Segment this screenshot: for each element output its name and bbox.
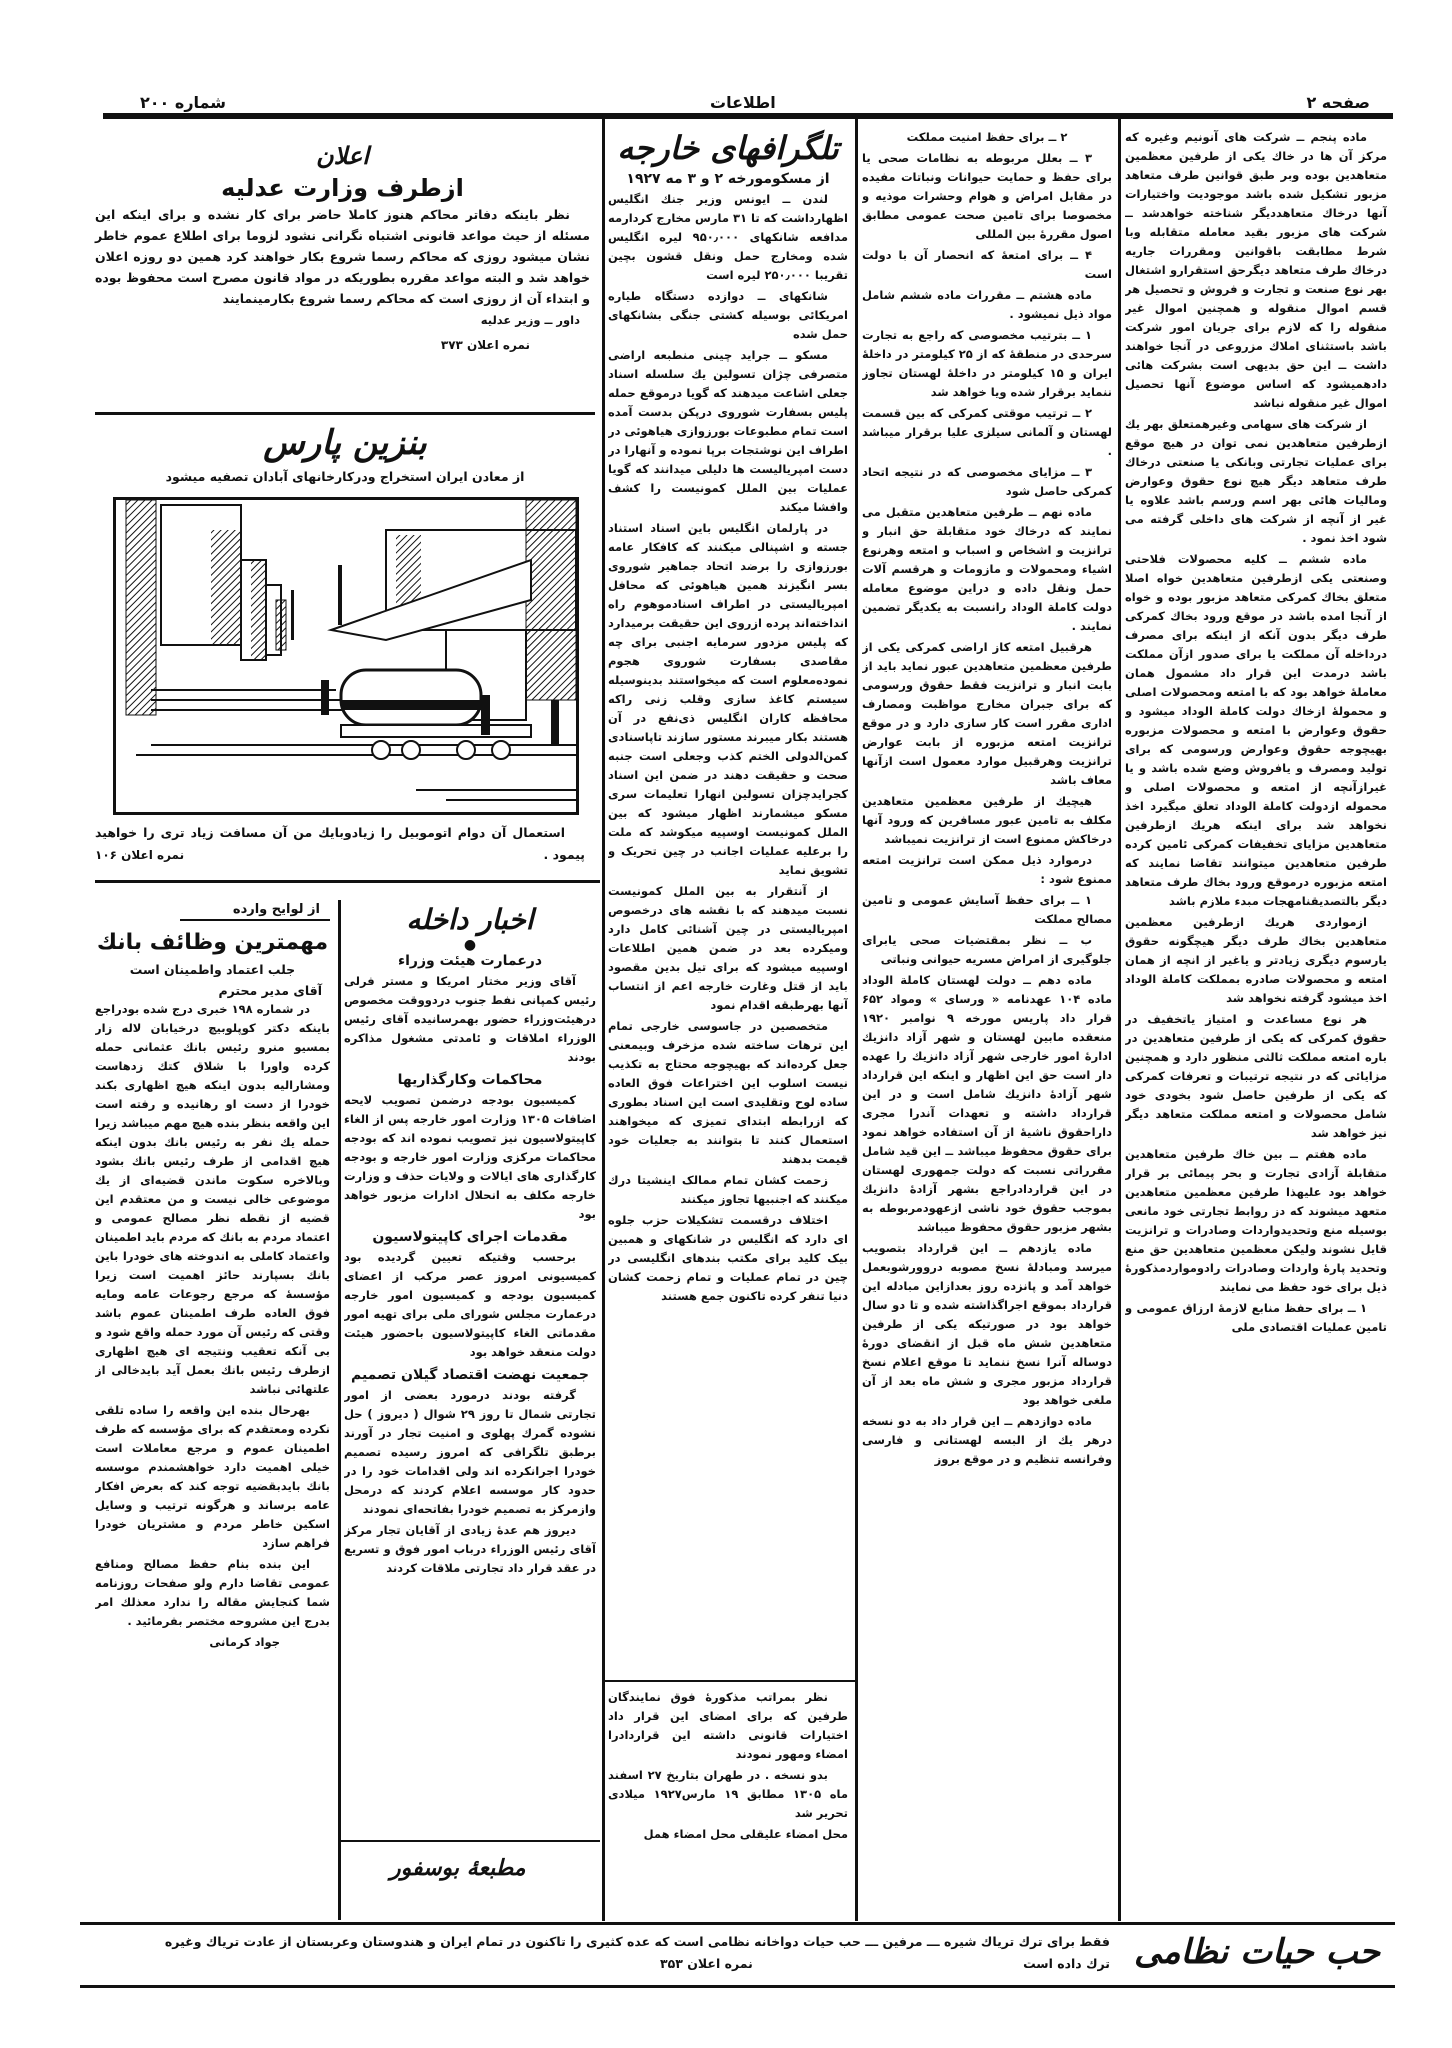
masthead-rule: [103, 113, 1393, 119]
ad-text: ترك داده است: [1023, 1956, 1110, 1971]
paragraph: اختلاف درقسمت تشکیلات حزب جلوه ای دارد که انگلیس در شانکهای و همبین بیک کلید برای مکتب بندهای انگلیسی در چین در تمام عملیات و تمام زحمت کشان دنیا تنفر کرده تاکنون جمع هستند: [608, 1213, 848, 1303]
paragraph: هر نوع مساعدت و امتیاز یاتخفیف در حقوق کمرکی که یکی از طرفین متعاهدین در باره امتعه مملکت ثالثی منظور دارد و همچنین مزایائی که در نتیجه ترتیبات و تعرفات کمرکی که یکی از طرفین حاصل شود بخودی خود شامل محصولات و امتعه مملکت متعاهد دیگر نیز خواهد شد: [1125, 1012, 1387, 1140]
ad-brand: حب حیات نظامی: [1134, 1932, 1380, 1972]
masthead: [100, 85, 1390, 115]
ad-number: نمره اعلان ۳۷۳: [440, 338, 530, 352]
ad-subtitle: از معادن ایران استخراج ودرکارخانهای آبادان تصفیه میشود: [165, 469, 525, 484]
paragraph: زحمت کشان تمام ممالک اینشیتا درك میکنند که اجنبیها تجاوز میکنند: [608, 1173, 848, 1206]
printer-mark: مطبعهٔ بوسفور: [390, 1855, 526, 1881]
paragraph: لندن ــ ایونس وزیر جنك انگلیس اظهارداشت که تا ۳۱ مارس مخارج کردارمه مدافعه شانکهای ۹۵۰٫۰۰۰ لیره انگلیس شده ومخارج حمل ونقل قشون بچین تقریبا ۲۵۰٫۰۰۰ لیره است: [608, 192, 848, 282]
paper-name: اطلاعات: [710, 93, 776, 112]
paragraph: ازمواردی هریك ازطرفین معظمین متعاهدین بخاك طرف دیگر هیچگونه حقوق یارسوم دیگری زیادتر و یاغیر از انچه از همان امتعه و محصولات صادره بمملکت کاملة الوداد اخذ میشود گرفته نخواهد شد: [1125, 915, 1387, 1005]
paragraph: هرقبیل امتعه کاز اراضی کمرکی یکی از طرفین معظمین متعاهدین عبور نماید باید از بابت انبار و ترانزیت فقط حقوق ورسومی که برای جبران مخارج مواظبت ومصارف اداری مقرر است کار سازی دارد و در موقع ترانزیت امتعه مزبوره از بابت عوارض ترانزیت وهرقبیل موارد معمول است ازآنها معاف باشد: [862, 640, 1112, 787]
ad-title: اعلان: [316, 141, 369, 170]
page-number: صفحه ۲: [1306, 93, 1370, 112]
section-title: تلگرافهای خارجه: [617, 129, 839, 167]
letter-salutation: آقای مدیر محترم: [218, 983, 322, 998]
ad-caption: استعمال آن دوام اتوموبیل را زیادوبایك من آن مسافت زیاد تری را خواهید پیمود .: [95, 825, 585, 862]
paragraph: ماده نهم ــ طرفین متعاهدین متقبل می نمایند که درخاك خود متقابلة حق انبار و ترانزیت و اشخاص و اسباب و امتعه وهرنوع اشیاء ومحمولات و مازومات و هرقسم آلات حمل ونقل داده و دراین موضوع معامله دولت کاملة الوداد رانسبت به یکدیگر تضمین نمایند .: [862, 505, 1112, 633]
issue-number: شماره ۲۰۰: [140, 93, 226, 112]
ad-text: فقط برای ترك تریاك شیره ـــ مرفین ـــ حب حیات دواخانه نظامی است که عده کثیری را تاکنون در تمام ایران و هندوستان وعربستان از عادت تریاك وغیره: [164, 1934, 1110, 1949]
section-rule: [605, 1680, 855, 1682]
ad-signature: داور ــ وزیر عدلیه: [480, 313, 580, 327]
paragraph: ب ــ نظر بمقتضیات صحی یابرای جلوگیری از امراض مسریه حیوانی ونباتی: [862, 933, 1112, 966]
treaty-column-1: [1125, 128, 1387, 1918]
paragraph: در پارلمان انگلیس باین اسناد استناد جسته و اشپنالی میکنند که کافکار عامه بورزوازی را برضد اتحاد جماهیر شوروی بسر انگیزند همین هیاهوئی که محافل امپریالیستی در اطراف اسنادموهوم راه انداخته‌اند پرده ازروی این حقیقت برمیدارد که پلیس مزدور سرمایه اجنبی برای چه مقاصدی بسفارت شوروی هجوم نموده‌معلوم است که میخواستند بدینوسیله سیستم کاغذ سازی وقلب زنی راکه محافظه کاران انگلیس ذی‌نفع در آن هستند بکار میبرند مستور سازند تاپاسنادی کمن‌الدولی الختم کذب وجعلی است جنبه صحت و حقیقت دهند در ضمن این اسناد کجرایدچزان تسولین انهارا تعلیمات سری مسکو میشمارند اظهار میشود که بین الملل کمونیست اوسپیه میکوشد که ملت را برعلیه عملیات اجانب در چین تحریک و تشویق نماید: [608, 521, 848, 877]
paragraph: هیچیك از طرفین معظمین متعاهدین مکلف به تامین عبور مسافرین که ورود آنها درخاکش ممنوع است از ترانزیت نمیباشد: [862, 794, 1112, 846]
paragraph: ۱ ــ برای حفظ منابع لازمهٔ ارزاق عمومی و تامین عملیات اقتصادی ملی: [1125, 1301, 1387, 1334]
ad-subtitle: ازطرف وزارت عدلیه: [221, 174, 464, 202]
paragraph: نظر بمراتب مذکورهٔ فوق نمایندگان طرفین که برای امضای این قرار داد اختیارات قانونی داشته این قراردادرا امضاء ومهور نمودند: [608, 1690, 848, 1761]
paragraph: ۳ ــ بعلل مربوطه به نظامات صحی یا برای حفظ و حمایت حیوانات ونباتات مفیده در مقابل امراض و هوام وحشرات موذیه و مخصوصا برای تامین صحت عمومی مطابق اصول مقررهٔ بین المللی: [862, 151, 1112, 241]
paragraph: متخصصین در جاسوسی خارجی تمام این ترهات ساخته شده مزخرف وبیمعنی جعل کرده‌اند که بهیچوجه محتاج به تکذیب نیست اسلوب این اختراعات فوق العاده ساده لوح وتقلیدی است این اسناد بطوری که ازرابطه ابتدای تمیزی که میخواهند استعمال کنند تا بتوانند به جعلیات خود قیمت بدهند: [608, 1019, 848, 1166]
letter-label: از لوایح وارده: [180, 900, 330, 921]
paragraph: ۱ ــ بترتیب مخصوصی که راجع به تجارت سرحدی در منطقهٔ که از ۲۵ کیلومتر در داخلهٔ ایران و ۱۵ کیلومتر در داخلهٔ لهستان تجاوز ننماید برقرار شده ویا خواهد شد: [862, 328, 1112, 399]
letter-signature: جواد کرمانی: [209, 1635, 280, 1649]
paragraph: از شرکت های سهامی وغیرهمتعلق بهر یك ازطرفین متعاهدین نمی توان در هیچ موقع برای عملیات تجارتی وبانکی یا صنعتی درخاك طرف متعاهد دیگر هیچ نوع حقوق وعوارض ومالیات هائی بهر اسم ورسم باشد علاوه یا غیر از آنچه از شرکت های داخلی گرفته می شود اخذ نمود .: [1125, 417, 1387, 545]
paragraph: ماده یازدهم ــ این قرارداد بتصویب میرسد ومبادلهٔ نسخ مصوبه دروورشوبعمل خواهد آمد و پانزده روز بعدازاین مبادله این قرارداد بموقع اجراگذاشته شده و تا دو سال خواهد بود در صورتیکه یکی از طرفین متعاهدین شش ماه قبل از انقضای دورهٔ دوساله آنرا نسخ ننماید تا موقع اعلام نسخ قرارداد مزبور مجری و شش ماه بعد از آن ملغی خواهد بود: [862, 1241, 1112, 1407]
ad-number: نمره اعلان ۳۵۳: [660, 1956, 753, 1971]
domestic-news-column: [344, 900, 596, 1770]
refinery-drawing: [116, 500, 576, 812]
paragraph: ۳ ــ مزایای مخصوصی که در نتیجه اتحاد کمرکی حاصل شود: [862, 465, 1112, 498]
paragraph: شانکهای ــ دوازده دستگاه طیاره امریکائی بوسیله کشتی جنگی بشانکهای حمل شده: [608, 289, 848, 341]
ad-title: بنزین پارس: [263, 423, 427, 463]
paragraph: درموارد ذیل ممکن است ترانزیت امتعه ممنوع شود :: [862, 853, 1112, 886]
paragraph: ماده ششم ــ کلیه محصولات فلاحتی وصنعتی یکی ازطرفین متعاهدین خواه اصلا متعلق بخاك کمرکی متعاهد مزبور بوده و خواه از آنجا امده باشد در موقع ورود بخاك کمرکی طرف دیگر بدون آنکه از اینکه برای مصرف درداخله آن مملکت یا برای صدور ازآن مملکت باشد درمدت این قرار داد مشمول همان معاملهٔ خواهد بود که با امتعه ومحصولات اصلی و محمولهٔ ازخاك دولت کاملة الوداد میشود و حقوق وعوارض با امتعه و محصولات مزبوره بهیچوجه حقوق وعوارض ورسومی که برای تولید ومصرف و یافروش وضع شده باشد و یا غیرازآنچه از امتعه و محصولات اصلی و محموله ازدولت کاملة الوداد تعلق میگیرد اخذ نخواهد شد برای اینکه هریك ازطرفین متعاهدین مزایای تخفیفات کمرکی ئامین کرده طرفین متعاهدین میتوانند تقاضا نمایند که امتعه مزبوره درموقع ورود بخاك طرف متعاهد دیگر بالتصدیقنامهجات مبدء ملازم باشد: [1125, 552, 1387, 908]
news-heading: محاکمات وکارگذاریها: [397, 1072, 543, 1088]
column-divider: [1118, 119, 1121, 1921]
foreign-telegrams-column: [608, 128, 848, 1918]
oil-refinery-illustration: [113, 497, 579, 815]
letter-subtitle: جلب اعتماد واطمینان است: [129, 962, 296, 977]
news-heading: مقدمات اجرای کاپیتولاسیون: [372, 1229, 568, 1245]
paragraph: بدو نسخه . در طهران بتاریخ ۲۷ اسفند ماه ۱۳۰۵ مطابق ۱۹ مارس۱۹۲۷ میلادی تحریر شد: [608, 1768, 848, 1820]
ad-body: نظر باینکه دفاتر محاکم هنوز کاملا حاضر برای کار نشده و برای اینکه این مسئله از حیث مواعد قانونی اشتباه نگرانی نشود لزوما برای اطلاع عموم خاطر نشان میشود روزی که محاکم رسما شروع بکار خواهند کرد همین دو روزه اعلان خواهد شد و البته مواعد مقرره بطوریکه در مواد قانون مصرح است محفوظ بوده و ابتداء آن از روزی است که محاکم رسما شروع بکارمینمایند: [95, 207, 590, 306]
section-rule: [80, 1985, 1395, 1988]
paragraph: ۲ ــ برای حفظ امنیت مملکت: [906, 130, 1068, 144]
paragraph: ماده پنجم ــ شرکت های آنونیم وغیره که مرکز آن ها در خاك یکی از طرفین معظمین متعاهدین بوده وبر طبق قوانین طرف متعاهد مزبور تشکیل شده باشد موجودیت واختیارات آنها درخاك متعاهددیگر شناخته خواهدشد ــ شرکت های مزبور بقید معامله متقابله وبا شرط مطابقت باقوانین ومقررات جاریه درخاك طرف متعاهد دیگرحق استقرارو اشتغال بهر نوع صنعت و تجارت و فروش و تحصیل هر قسم اموال منقوله و همچنین اموال غیر منقوله را که لازم برای جریان امور شرکت باشد باستثنای املاك مزروعی در آنجا خواهند داشت ــ این حق بدیهی است بشرکت هائی دادهمیشود که اساس موضوع آنها تحصیل اموال غیر منقوله نباشد: [1125, 130, 1387, 410]
paragraph: ماده دهم ــ دولت لهستان کاملة الوداد ماده ۱۰۴ عهدنامه « ورسای » ومواد ۶۵۲ قرار داد پاریس مورخه ۹ نوامبر ۱۹۲۰ منعقده مابین لهستان و شهر آزاد دانزیك ادارهٔ امور خارجی شهر آزاد دانزیك را عهده دار است حق این اظهار و اینکه این قرارداد شهر آزادهٔ دانزیك شامل است و در این قرارداد داشته و تعهدات آندرا مجری داراحقوق ناشیهٔ از آن استفاده خواهد نمود برای حقوق محفوظ میباشد ــ این قید شامل مقرراتی نسبت که دولت جمهوری لهستان در این قراردادراجع بشهر آزادهٔ دانزیك بموجب حقوق خود ناشی ازعهودمربوطه به بشهر مزبور حقوق محفوظ میباشد: [862, 973, 1112, 1234]
paragraph: در شماره ۱۹۸ خبری درج شده بودراجع باینکه دکتر کوپلوبیچ درخیابان لاله زار بمسیو منرو رئیس بانك عثمانی حمله کرده واورا با شلاق کتك زدهاست ومشارالیه بدون اینکه هیچ اظهاری بکند خودرا از دست او رهانیده و رفته است این واقعه بنظر بنده هیچ مهم میباشد زیرا حمله یك نفر به رئیس بانك بدون اینکه هیچ اقدامی از طرف رئیس بانك بشود وبالاخره سکوت ماندن قضیه‌ای از یك موضوعی خالی نیست و من معتقدم این قضیه از نقطه نظر مصالح عمومی و اعتماد مردم به بانك که مردم باید اطمینان واعتماد کاملی به اندوخته های خودرا باین بانك بسپارند حائز اهمیت است زیرا مؤسسهٔ که مرجع رجوعات عامه ومایه فوق العاده طرف اطمینان عموم باشد وقتی که رئیس آن مورد حمله واقع شود و بی آنکه تعقیب ونتیجه ای هیچ اظهاری ازطرف رئیس بانك بعمل آید بایدخالی از علتهائی نباشد: [95, 1002, 330, 1396]
column-divider: [855, 119, 858, 1921]
paragraph: ۲ ــ ترتیب موقتی کمرکی که بین قسمت لهستان و آلمانی سیلزی علیا برقرار میباشد .: [862, 406, 1112, 458]
justice-ministry-ad: [95, 140, 590, 400]
section-rule: [340, 1840, 600, 1842]
letter-title: مهمترین وظائف بانك: [96, 930, 329, 955]
news-body: برحسب وقتیکه تعیین گردیده بود کمیسیونی امروز عصر مرکب از اعضای کمیسیون بودجه و کمیسیون امور خارجه درعمارت مجلس شورای ملی برای تهیه امور مقدماتی الغاء کاپیتولاسیون باحضور هیئت دولت منعقد خواهد بود: [344, 1250, 596, 1359]
section-rule: [80, 1922, 1395, 1925]
petrol-ad: [95, 420, 595, 488]
news-heading: درعمارت هیئت وزراء: [397, 953, 543, 969]
signatures: محل امضاء علیقلی محل امضاء همل: [643, 1827, 848, 1841]
paragraph: ۱ ــ برای حفظ آسایش عمومی و تامین مصالح مملکت: [862, 893, 1112, 926]
news-body: گرفته بودند درمورد بعضی از امور تجارتی شمال تا روز ۲۹ شوال ( دیروز ) حل نشوده گمرك پهلوی و امنیت تجار در آورند برطبق تلگرافی که امروز رسیده تصمیم خودرا اجرانکرده اند ولی اقدامات خود را در حدود کار موسسه اعلام کردند که درمحل وازمرکز به تصمیم خودرا بفاتحه‌ای نمودند: [344, 1388, 596, 1516]
section-rule: [95, 880, 600, 883]
paragraph: از آنتقرار به بین الملل کمونیست نسبت میدهند که با نقشه های درخصوص امپریالیستی در چین آشنائی کامل دارد ومیکرده بعد در ضمن همین اطلاعات اوسپیه میشود که برای تیل بدین مقصود باید از قتل وغارت خارجه اعم از انتساب آنها بهرطبقه اقدام نمود: [608, 884, 848, 1012]
ad-number: نمره اعلان ۱۰۶: [95, 848, 185, 862]
paragraph: مسکو ــ جراید چینی منطبعه اراضی متصرفی چژان تسولین یك سلسله اسناد جعلی اشاعت میدهند که گویا درموقع حمله پلیس بسفارت شوروی درپکن بدست آمده است تمام مطبوعات بورزوازی هیاهوئی در اطراف این نوشتجات برپا نموده و آنهارا در دست امپریالیست ها دلیلی میدانند که گویا عملیات بین الملل کمونیست را کشف وافشا میکند: [608, 348, 848, 514]
news-body: آقای وزیر مختار امریکا و مستر فرلی رئیس کمپانی نفط جنوب دردووقت مخصوص درهیئت‌وزراء حضور بهمرسانیده آقای رئیس الوزراء املاقات و ئامدتی مشغول مذاکره بودند: [344, 974, 596, 1064]
bullet-dot: ●: [463, 937, 477, 953]
paragraph: ماده هفتم ــ بین خاك طرفین متعاهدین متقابلة آزادی تجارت و بحر پیمائی بر قرار خواهد بود علیهذا طرفین معظمین متعاهدین متعهد میشوند که دز روابط تجارتی خود مانعی بوسیله منع وتحدیدواردات وصادرات و ترانزیت قایل نشوند ولیکن معظمین متعاهدین حق منع وتحدید پارهٔ واردات وصادرات رادومواردمذکورهٔ ذیل برای خود حفظ می نمایند: [1125, 1147, 1387, 1294]
paragraph: ۴ ــ برای امتعهٔ که انحصار آن با دولت است: [862, 248, 1112, 281]
paragraph: این بنده بنام حفظ مصالح ومنافع عمومی تقاضا دارم ولو صفحات روزنامه شما کنجایش مقاله را ندارد معذلك امر بدرج این مشروحه مختصر بفرمائید .: [95, 1557, 330, 1628]
letter-column: [95, 900, 330, 1920]
news-heading: جمعیت نهضت اقتصاد گیلان تصمیم: [350, 1367, 589, 1383]
news-body: دیروز هم عدهٔ زیادی از آقایان تجار مرکز آقای رئیس الوزراء درباب امور فوق و تسریع در عقد قرار داد تجارتی ملاقات کردند: [344, 1523, 596, 1575]
section-rule: [95, 412, 595, 415]
treaty-closing: [608, 1688, 848, 1918]
section-title: اخبار داخله: [406, 903, 534, 936]
section-subtitle: از مسکومورخه ۲ و ۳ مه ۱۹۲۷: [626, 171, 830, 187]
hayat-pills-ad: [80, 1930, 1390, 1980]
column-divider: [602, 119, 605, 1921]
paragraph: ماده هشتم ــ مقررات ماده ششم شامل مواد ذیل نمیشود .: [862, 288, 1112, 321]
news-body: کمیسیون بودجه درضمن تصویب لایحه اضافات ۱۳۰۵ وزارت امور خارجه پس از الغاء کاپیتولاسیون نیز تصویب نموده اند که بودجه محاکمات مرکزی وزارت امور خارجه و بودجه کارگذاری های ایالات و ولایات حذف و وزارت خارجه مکلف به انحلال ادارات مزبور خواهد بود: [344, 1093, 596, 1221]
paragraph: ماده دوازدهم ــ این قرار داد به دو نسخه درهر یك از البسه لهستانی و فارسی وفرانسه تنظیم و در موقع بروز: [862, 1414, 1112, 1466]
paragraph: بهرحال بنده این واقعه را ساده تلقی نکرده ومعتقدم که برای مؤسسه که طرف اطمینان عموم و مرجع معاملات است خیلی اهمیت دارد خواهشمندم موسسه بانك بایدبقضیه توجه کند که بعرض افکار عامه برساند و هرگونه ترتیب و وسایل اسکین خاطر مردم و مشتریان خودرا فراهم سازد: [95, 1403, 330, 1550]
petrol-ad-caption: [95, 822, 585, 865]
treaty-column-2: [862, 128, 1112, 1918]
column-divider: [338, 900, 341, 1920]
